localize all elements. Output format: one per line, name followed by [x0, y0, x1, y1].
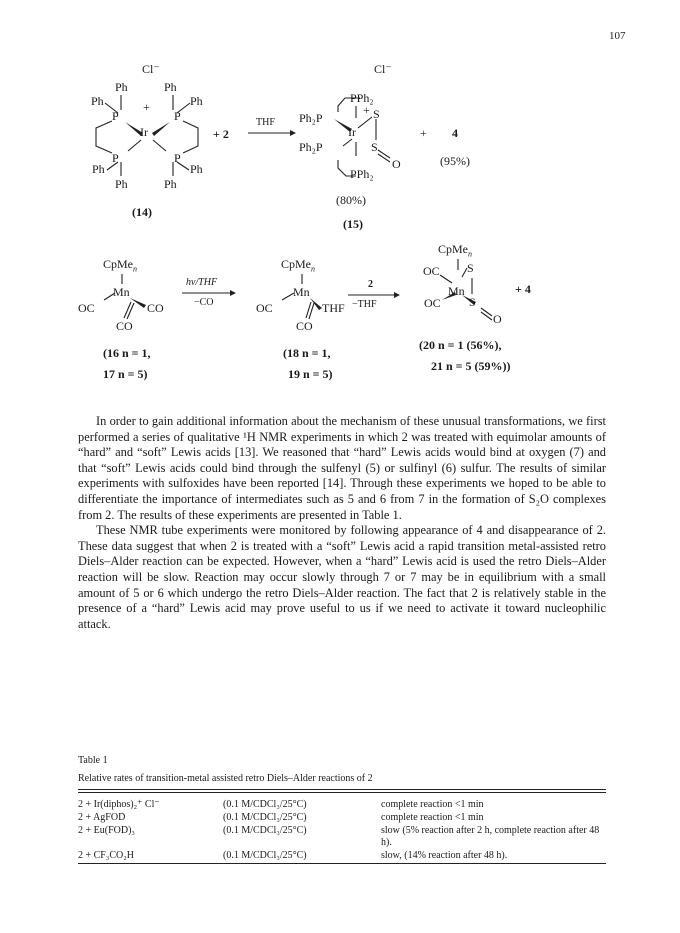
ph-label: Ph: [164, 177, 177, 191]
product-plus-4: + 4: [515, 282, 531, 296]
arrow2-bottom-label: −THF: [352, 299, 377, 310]
table-bottom-rule: [78, 863, 606, 864]
arrow1-bottom-label: −CO: [194, 297, 214, 308]
ph-label: Ph: [115, 177, 128, 191]
ph-label: Ph: [91, 94, 104, 108]
table-cell-result: complete reaction <1 min: [381, 799, 484, 810]
table-top-rule: [78, 789, 606, 793]
compound-label-16: (16 n = 1,: [103, 346, 151, 360]
phosphorus-label: P: [112, 151, 119, 165]
sulfur-label: S: [467, 261, 474, 275]
table-cell-conditions: (0.1 M/CDCl₃/25°C): [223, 825, 307, 836]
pph2-bottom: PPh₂: [350, 167, 374, 181]
ph2p-top: Ph₂P: [299, 111, 323, 125]
ph-label: Ph: [115, 80, 128, 94]
table-1: [78, 755, 606, 864]
compound-label-15: (15): [343, 217, 363, 231]
manganese-label: Mn: [293, 285, 310, 299]
sulfur-label: S: [469, 295, 476, 309]
table-body: [78, 799, 606, 863]
chloride-left: Cl⁻: [142, 62, 160, 76]
oc-label: OC: [423, 264, 440, 278]
table-caption: Relative rates of transition-metal assisted retro Diels–Alder reactions of 2: [78, 773, 373, 784]
arrow2-top-label: 2: [368, 279, 373, 290]
table-cell-result: slow (5% reaction after 2 h, complete reaction after 48 h).: [381, 825, 600, 848]
compound-label-20: (20 n = 1 (56%),: [419, 338, 502, 352]
yield-4: (95%): [440, 154, 470, 168]
table-cell-conditions: (0.1 M/CDCl₃/25°C): [223, 799, 307, 810]
compound-label-19: 19 n = 5): [288, 367, 333, 381]
chloride-right: Cl⁻: [374, 62, 392, 76]
arrow-label-thf: THF: [256, 117, 275, 128]
phosphorus-label: P: [174, 151, 181, 165]
arrow1-top-label: hν/THF: [186, 277, 218, 288]
phosphorus-label: P: [174, 109, 181, 123]
compound-label-21: 21 n = 5 (59%)): [431, 359, 511, 373]
co-label: CO: [296, 319, 313, 333]
compound-label-14: (14): [132, 205, 152, 219]
compound-label-17: 17 n = 5): [103, 367, 148, 381]
co-label: CO: [116, 319, 133, 333]
cpme-16: CpMe$_n$: [103, 257, 137, 274]
page-number: 107: [609, 30, 626, 42]
ph-label: Ph: [92, 162, 105, 176]
body-text: [78, 414, 606, 632]
oc-label: OC: [256, 301, 273, 315]
sulfur-bottom: S: [371, 140, 378, 154]
plus-charge: +: [143, 100, 150, 114]
iridium-label: Ir: [140, 125, 148, 139]
plus-charge: +: [363, 103, 370, 117]
phosphorus-label: P: [112, 109, 119, 123]
compound-label-18: (18 n = 1,: [283, 346, 331, 360]
iridium-label: Ir: [348, 125, 356, 139]
table-cell-result: slow, (14% reaction after 48 h).: [381, 850, 508, 861]
table-cell-conditions: (0.1 M/CDCl₃/25°C): [223, 850, 307, 861]
thf-label: THF: [322, 301, 345, 315]
table-cell-reagent: 2 + CF₃CO₂H: [78, 850, 134, 861]
table-row: [78, 812, 606, 825]
manganese-label: Mn: [113, 285, 130, 299]
oxygen-label: O: [493, 312, 502, 326]
cpme-20: CpMe$_n$: [438, 242, 472, 259]
table-row: [78, 825, 606, 850]
table-cell-reagent: 2 + Ir(diphos)₂⁺ Cl⁻: [78, 799, 160, 810]
table-cell-result: complete reaction <1 min: [381, 812, 484, 823]
manganese-label: Mn: [448, 284, 465, 298]
ph2p-bottom: Ph₂P: [299, 140, 323, 154]
co-label: CO: [147, 301, 164, 315]
product-4: 4: [452, 126, 458, 140]
paragraph-1: In order to gain additional information about the mechanism of these unusual transformations, we first performed a series of qualitative ¹H NMR experiments in which 2 was treated with equimolar amounts of “hard” and “soft” Lewis acids [13]. We reasoned that “hard” Lewis acids would bind at oxygen (7) and that “soft” Lewis acids could bind through the sulfenyl (5) or sulfinyl (6) sulfur. The results of similar experiments with sulfoxides have been reported [14]. Through these experiments we hoped to be able to differentiate the importance of intermediates such as 5 and 6 from 7 in the formation of S₂O complexes from 2. The results of these experiments are presented in Table 1.: [78, 414, 606, 522]
table-row: [78, 850, 606, 863]
table-label: Table 1: [78, 755, 108, 766]
cpme-18: CpMe$_n$: [281, 257, 315, 274]
table-cell-conditions: (0.1 M/CDCl₃/25°C): [223, 812, 307, 823]
reagent-plus-2: + 2: [213, 127, 229, 141]
table-row: [78, 799, 606, 812]
oxygen-label: O: [392, 157, 401, 171]
sulfur-top: S: [373, 107, 380, 121]
ph-label: Ph: [190, 94, 203, 108]
oc-label: OC: [78, 301, 95, 315]
product-plus: +: [420, 126, 427, 140]
ph-label: Ph: [164, 80, 177, 94]
yield-15: (80%): [336, 193, 366, 207]
table-cell-reagent: 2 + AgFOD: [78, 812, 126, 823]
ph-label: Ph: [190, 162, 203, 176]
paragraph-2: These NMR tube experiments were monitored by following appearance of 4 and disappearance of 2. These data suggest that when 2 is treated with a “soft” Lewis acid a rapid transition metal-assisted retro Diels–Alder reaction can be expected. However, when a “hard” Lewis acid is used the retro Diels–Alder reaction will be slow. Reaction may occur slowly through 7 or 7 may be in equilibrium with a small amount of 5 or 6 which undergo the retro Diels–Alder reaction. The fact that 2 is relatively stable in the presence of a “hard” Lewis acid may prove useful to us if we need to activate it toward nucleophilic attack.: [78, 523, 606, 631]
oc-label: OC: [424, 296, 441, 310]
pph2-top: PPh₂: [350, 91, 374, 105]
table-cell-reagent: 2 + Eu(FOD)₃: [78, 825, 135, 836]
